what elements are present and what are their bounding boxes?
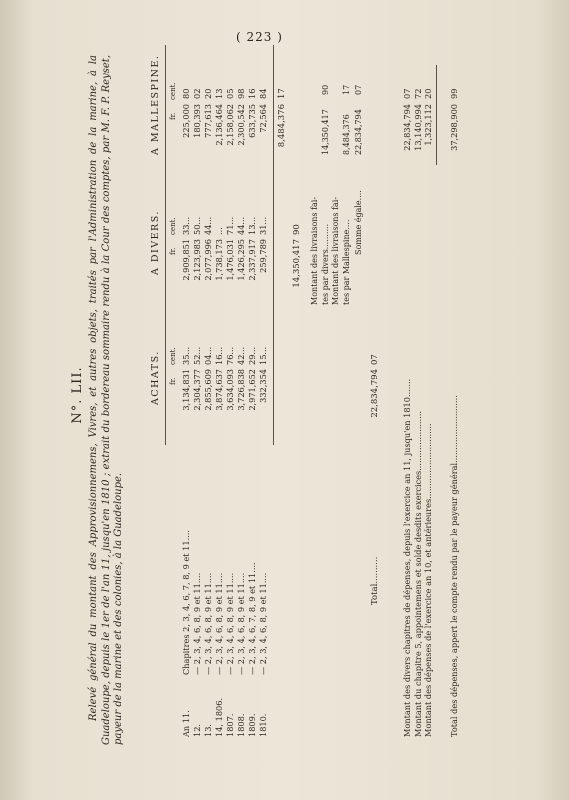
column-headers	[150, 45, 164, 445]
row-achats: 3,726,838	[236, 369, 246, 411]
document-subtitle: Relevé général du montant des Approvisionnemens, Vivres, et autres objets, traités par l'Administration de la marine, à la Guadeloupe, depuis le 1er de l'an 11, jusqu'en 1810 ; extrait du bordereau sommaire rendu à la Cour des comptes, par M. F. P. Reyset, payeur de la marine et des colonies, à la Guadeloupe.	[88, 55, 124, 745]
total-achats: 22,834,794	[370, 369, 380, 418]
summary-label-1: Montant des divers chapitres de dépenses, depuis l'exercice an 11, jusqu'en 1810.......	[402, 378, 412, 737]
row-achats-cent: 29...	[247, 346, 257, 365]
notes-block	[310, 45, 365, 305]
total-mallespine-cent: 17	[277, 88, 287, 99]
row-achats: 2,971,652	[247, 369, 257, 411]
row-year: 12.	[192, 723, 202, 737]
row-divers: 2,077,996	[203, 239, 213, 281]
row-mallespine-cent: 13	[214, 88, 224, 99]
row-divers: 259,789	[258, 239, 268, 273]
summary-value-3: 1,323,112	[423, 104, 433, 146]
summary-label-4: Total des dépenses, appert le compte rendu par le payeur général..........................	[448, 395, 459, 737]
table-row	[225, 45, 236, 745]
total-achats-cent: 07	[370, 354, 380, 365]
unit-labels	[169, 45, 179, 445]
row-divers-cent: ...	[214, 227, 224, 235]
row-mallespine-cent: 84	[258, 88, 268, 99]
row-chapters: — 2, 3, 4, 6, 8, 9 et 11....	[203, 572, 213, 675]
note-mallespine-value: 8,484,376	[341, 114, 351, 155]
table-row	[247, 45, 258, 745]
row-divers: 2,337,917	[247, 239, 257, 281]
header-achats: ACHATS.	[150, 350, 161, 405]
totals-row-mallespine	[277, 45, 289, 745]
row-chapters: — 2, 3, 4, 6, 8, 9 et 11....	[258, 572, 268, 675]
table-row	[236, 45, 247, 745]
row-achats: 3,634,093	[225, 369, 235, 411]
row-year: 1810.	[258, 713, 268, 737]
summary-cent-1: 07	[402, 88, 412, 99]
row-achats-cent: 52...	[192, 346, 202, 365]
row-achats-cent: 42...	[236, 346, 246, 365]
rotated-table-block	[70, 45, 565, 745]
row-year: An 11.	[181, 710, 191, 737]
summary-value-4: 37,298,900	[448, 104, 459, 151]
row-mallespine-cent: 80	[181, 88, 191, 99]
row-divers-cent: 31...	[258, 216, 268, 235]
row-mallespine: 180,393	[192, 104, 202, 138]
row-achats-cent: 04...	[203, 346, 213, 365]
row-divers-cent: 50...	[192, 216, 202, 235]
row-achats: 2,855,609	[203, 369, 213, 411]
unit-cent: cent.	[169, 217, 177, 235]
summary-cent-3: 20	[423, 88, 433, 99]
row-achats: 3,874,637	[214, 369, 224, 411]
row-divers-cent: 44...	[203, 216, 213, 235]
row-achats: 2,304,377	[192, 369, 202, 411]
note-mallespine-cent: 17	[341, 84, 351, 95]
row-mallespine-cent: 05	[225, 88, 235, 99]
row-achats-cent: 35...	[181, 346, 191, 365]
row-chapters: — 2, 3, 4, 6, 8, 9 et 11....	[214, 572, 224, 675]
row-mallespine: 72,564	[258, 104, 268, 133]
summary-label-3: Montant des dépenses de l'exercice an 10, et antérieures.............................	[423, 423, 433, 737]
row-divers: 1,738,173	[214, 239, 224, 281]
summary-row	[402, 45, 413, 745]
table-row	[192, 45, 203, 745]
row-divers: 2,909,851	[181, 239, 191, 281]
note-somme-row	[354, 45, 365, 305]
total-mallespine: 8,484,376	[277, 104, 287, 148]
header-a-mallespine: A MALLESPINE.	[150, 54, 161, 155]
unit-cent: cent.	[169, 347, 177, 365]
note-divers-a: Montant des livraisons fai-	[310, 196, 319, 305]
note-divers-b: tes par divers..........	[320, 223, 330, 305]
row-achats: 3,134,831	[181, 369, 191, 411]
unit-fr: fr.	[169, 247, 177, 255]
table-row	[258, 45, 269, 745]
summary-row	[413, 45, 424, 745]
row-mallespine: 777,613	[203, 104, 213, 138]
summary-row	[423, 45, 434, 745]
summary-cent-4: 99	[448, 88, 459, 99]
row-year: 1807.	[225, 713, 235, 737]
summary-value-1: 22,834,794	[402, 104, 412, 151]
totals-row-divers	[292, 45, 304, 745]
document-title: N°. LII.	[70, 366, 85, 424]
note-mallespine-a: Montant des livraisons fai-	[331, 196, 340, 305]
row-year: 1808.	[236, 713, 246, 737]
totals-rule	[273, 45, 274, 445]
row-mallespine: 2,136,464	[214, 104, 224, 146]
summary-block	[402, 45, 459, 745]
note-somme-value: 22,834,794	[354, 109, 363, 155]
header-rule	[165, 45, 166, 445]
row-divers: 1,476,031	[225, 239, 235, 281]
row-mallespine: 633,735	[247, 104, 257, 138]
unit-cent: cent.	[169, 82, 177, 100]
row-achats-cent: 16...	[214, 346, 224, 365]
row-mallespine: 225,000	[181, 104, 191, 138]
row-achats-cent: 76...	[225, 346, 235, 365]
note-divers-b-row	[321, 45, 332, 305]
row-mallespine: 2,300,542	[236, 104, 246, 146]
summary-cent-2: 72	[412, 88, 423, 99]
total-divers: 14,350,417	[292, 239, 302, 288]
row-mallespine: 2,158,062	[225, 104, 235, 146]
page-number: ( 223 )	[236, 30, 283, 44]
row-divers: 1,426,295	[236, 239, 246, 281]
row-chapters: — 2, 3, 4, 6, 8, 9 et 11....	[192, 572, 202, 675]
row-mallespine-cent: 20	[203, 88, 213, 99]
summary-value-2: 13,140,994	[412, 104, 423, 151]
row-divers-cent: 33...	[181, 216, 191, 235]
row-chapters: — 2, 3, 4, 6, 8, 9 et 11....	[225, 572, 235, 675]
summary-total-row	[449, 45, 460, 745]
row-year: 1809.	[247, 713, 257, 737]
row-mallespine-cent: 02	[192, 88, 202, 99]
row-year: 14, 1806.	[214, 697, 224, 737]
totals-row-achats	[370, 45, 382, 745]
row-mallespine-cent: 16	[247, 88, 257, 99]
row-divers-cent: 71...	[225, 216, 235, 235]
table-row	[203, 45, 214, 745]
total-divers-cent: 90	[292, 224, 302, 235]
summary-label-2: Montant du chapitre 5, appointemens et solde desdits exercices.......................	[412, 410, 423, 737]
row-divers-cent: 13...	[247, 216, 257, 235]
summary-rule	[436, 65, 437, 165]
note-somme-cent: 07	[354, 84, 363, 95]
row-chapters: Chapitres 2, 3, 4, 6, 7, 8, 9 et 11....	[181, 530, 191, 675]
header-a-divers: A DIVERS.	[150, 210, 161, 275]
row-achats-cent: 15...	[258, 346, 268, 365]
row-divers-cent: 44...	[236, 216, 246, 235]
row-divers: 2,123,983	[192, 239, 202, 281]
note-mallespine-b-row	[342, 45, 353, 305]
note-mallespine-b: tes par Mallespine....	[341, 219, 351, 305]
note-divers-value: 14,350,417	[320, 109, 330, 155]
unit-fr: fr.	[169, 377, 177, 385]
row-achats: 332,354	[258, 369, 268, 403]
row-chapters: — 2, 3, 4, 6, 8, 9 et 11....	[236, 572, 246, 675]
note-somme-label: Somme égale....	[354, 190, 363, 255]
row-chapters: — 2, 3, 4, 6, 7, 8, 9 et 11....	[247, 562, 257, 675]
table-row	[181, 45, 192, 745]
data-rows	[181, 45, 269, 745]
row-mallespine-cent: 98	[236, 88, 246, 99]
row-year: 13.	[203, 723, 213, 737]
note-divers-cent: 90	[320, 84, 330, 95]
table-row	[214, 45, 225, 745]
unit-fr: fr.	[169, 112, 177, 120]
total-label: Total..........	[370, 556, 380, 605]
